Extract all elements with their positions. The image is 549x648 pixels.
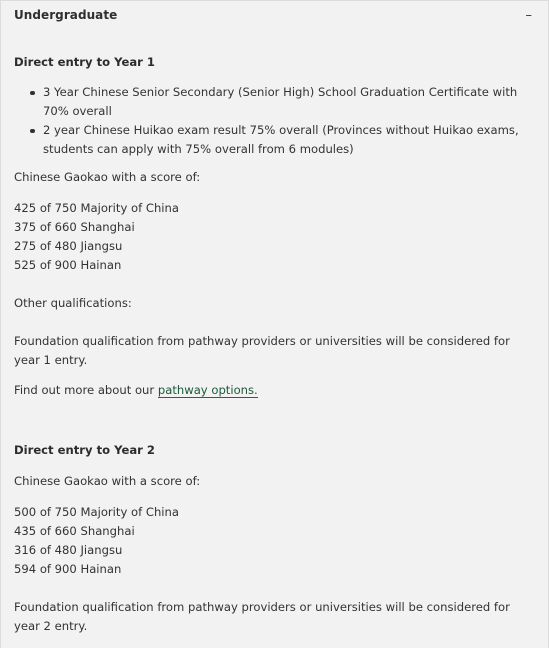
- year2-heading: Direct entry to Year 2: [14, 443, 155, 457]
- score-line: 594 of 900 Hainan: [14, 562, 122, 576]
- year1-heading: Direct entry to Year 1: [14, 55, 155, 69]
- requirement-item: 2 year Chinese Huikao exam result 75% overall (Provinces without Huikao exams, students can apply with 75% overall from 6 modules): [43, 121, 534, 159]
- find-out-prefix: Find out more about our: [14, 383, 158, 397]
- requirement-item: 3 Year Chinese Senior Secondary (Senior High) School Graduation Certificate with 70% overall: [43, 83, 534, 121]
- score-line: 316 of 480 Jiangsu: [14, 543, 123, 557]
- score-line: 425 of 750 Majority of China: [14, 201, 179, 215]
- pathway-options-link[interactable]: pathway options.: [157, 383, 258, 397]
- collapse-icon[interactable]: –: [525, 8, 532, 23]
- year1-gaokao-intro: Chinese Gaokao with a score of:: [14, 170, 201, 184]
- score-line: 375 of 660 Shanghai: [14, 220, 135, 234]
- other-qualifications-label: Other qualifications:: [14, 296, 132, 310]
- year1-requirements-list: [14, 83, 534, 159]
- accordion-header[interactable]: [1, 1, 548, 37]
- score-line: 525 of 900 Hainan: [14, 258, 122, 272]
- score-line: 435 of 660 Shanghai: [14, 524, 135, 538]
- find-out-more: [14, 381, 534, 400]
- accordion-title: Undergraduate: [14, 8, 118, 22]
- year1-foundation-text: Foundation qualification from pathway providers or universities will be considered for year 1 entry.: [14, 334, 510, 367]
- score-line: 500 of 750 Majority of China: [14, 505, 179, 519]
- year1-scores: [14, 199, 534, 275]
- year2-foundation-text: Foundation qualification from pathway providers or universities will be considered for year 2 entry.: [14, 600, 510, 633]
- score-line: 275 of 480 Jiangsu: [14, 239, 123, 253]
- year2-gaokao-intro: Chinese Gaokao with a score of:: [14, 474, 201, 488]
- year2-scores: [14, 503, 534, 579]
- accordion-body: [1, 37, 548, 636]
